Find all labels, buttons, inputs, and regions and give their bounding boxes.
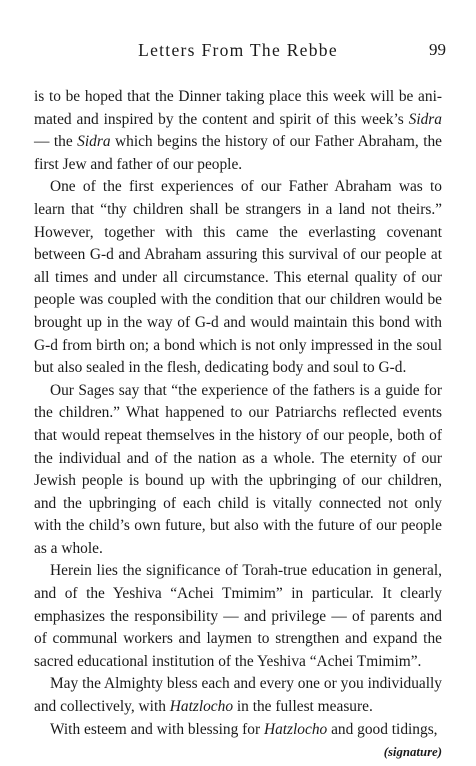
p5-text-a: May the Almighty bless each and every one or you individually and collectively, with [34,675,442,716]
p6-text-c: and good tidings, [327,720,438,738]
running-title: Letters From The Rebbe [138,40,338,60]
p5-text-c: in the fullest measure. [233,698,373,716]
p5-hatzlocho: Hatzlocho [169,698,234,716]
paragraph-abraham: One of the first experiences of our Father Abraham was to learn that “thy children shall be strangers in a land not theirs.” However, together with this came the everlasting covenant between G-d and Abraham assuring this survival of our people at all times and under all circumstance. This eternal quality of our people was coupled with the condition that our children would be brought up in the way of G-d and would maintain this bond with G-d from birth on; a bond which is not only impressed in the soul but also sealed in the flesh, dedicating body and soul to G-d. [34,178,442,377]
p1-sidra-2: Sidra [77,133,111,151]
paragraph-closing [34,719,442,742]
p1-text-e: which begins the history of our Father Abraham, the first Jew and father of our people. [34,133,442,173]
book-page [34,0,446,761]
p6-text-a: With esteem and with blessing for [50,720,264,738]
p1-text-a: is to be hoped that the Dinner taking place this week will be animated and inspired by the content and spirit of this week’s [34,88,442,128]
paragraph-education: Herein lies the significance of Torah-true education in general, and of the Yeshiva “Achei Tmimim” in particular. It clearly emphasizes the responsibility — and privilege — of parents and of communal workers and laymen to strengthen and expand the sacred educational institution of the Yeshiva “Achei Tmimim”. [34,562,442,670]
p1-sidra-1: Sidra [408,110,442,128]
page-header [34,0,446,86]
signature-note: (signature) [383,745,442,760]
paragraph-continuation [34,86,442,176]
paragraph-blessing [34,673,442,718]
paragraph-sages: Our Sages say that “the experience of the fathers is a guide for the children.” What happened to our Patriarchs reflected events that would repeat themselves in the history of our people, both of the individual and of the nation as a whole. The eternity of our Jewish people is bound up with the upbringing of our children, and the upbringing of each child is vitally connected not only with the child’s own future, but also with the future of our people as a whole. [34,381,442,557]
p6-hatzlocho: Hatzlocho [263,720,328,738]
p1-text-c: — the [34,133,78,151]
letter-body [34,86,442,761]
page-number: 99 [429,40,446,59]
